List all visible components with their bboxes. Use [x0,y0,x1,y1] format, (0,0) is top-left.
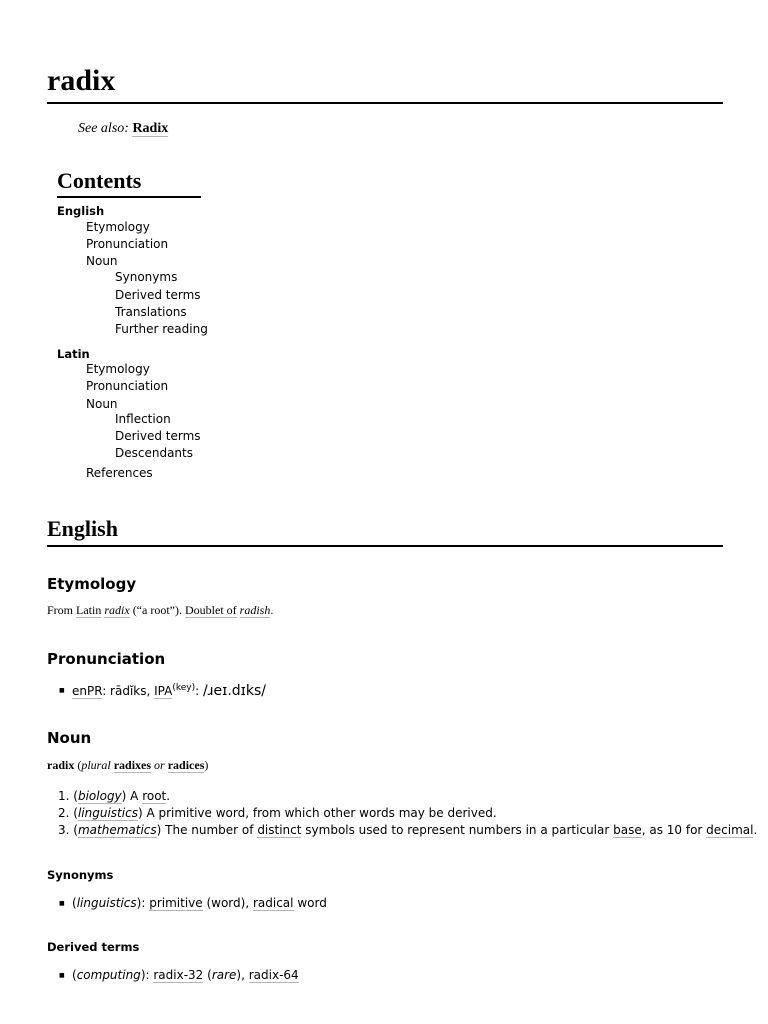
biology-label-link[interactable]: biology [77,789,122,803]
toc-item-latin-etymology[interactable]: Etymology [86,362,150,376]
see-also-link[interactable]: Radix [132,121,169,136]
linguistics-label-link[interactable]: linguistics [77,806,138,820]
sense-1: 1. (biology) A root. [58,789,171,803]
root-link[interactable]: root [142,789,167,803]
toc-item-latin-noun[interactable]: Noun [86,397,118,411]
see-also-label: See also: [78,121,129,136]
page-title: radix [47,62,723,104]
primitive-link[interactable]: primitive [149,896,203,910]
synonyms-item: ■ (linguistics): primitive (word), radical word [59,896,327,910]
plural-radices-link[interactable]: radices [167,758,205,772]
pronunciation-heading: Pronunciation [47,650,166,668]
toc-title: Contents [57,167,201,198]
toc-item-latin[interactable]: Latin [57,347,90,361]
sense-2: 2. (linguistics) A primitive word, from which other words may be derived. [58,806,497,820]
decimal-link[interactable]: decimal [706,823,754,837]
ipa-key-link[interactable]: (key) [172,683,196,693]
noun-headword-line: radix (plural radixes or radices) [47,758,209,772]
radix-32-link[interactable]: radix-32 [153,968,204,982]
doublet-link[interactable]: Doublet of [185,603,237,617]
noun-heading: Noun [47,729,92,747]
toc-item-english[interactable]: English [57,204,105,218]
toc-item-inflection[interactable]: Inflection [115,412,171,426]
toc-item-latin-pronunciation[interactable]: Pronunciation [86,379,169,393]
mathematics-label-link[interactable]: mathematics [77,823,157,837]
enpr-link[interactable]: enPR [72,684,103,698]
toc-item-pronunciation[interactable]: Pronunciation [86,237,169,251]
radical-link[interactable]: radical [252,896,294,910]
derived-terms-heading: Derived terms [47,940,140,954]
distinct-link[interactable]: distinct [257,823,302,837]
plural-radixes-link[interactable]: radixes [113,758,152,772]
ipa-link[interactable]: IPA [154,684,173,698]
headword: radix [47,758,75,772]
ipa-transcription: /ɹeɪ.dɪks/ [203,683,266,699]
etymology-heading: Etymology [47,575,137,593]
radish-link[interactable]: radish [239,603,271,617]
derived-terms-item: ■ (computing): radix-32 (rare), radix-64 [59,968,299,982]
toc-item-translations[interactable]: Translations [115,305,187,319]
synonyms-heading: Synonyms [47,868,114,882]
base-link[interactable]: base [613,823,642,837]
toc-item-references[interactable]: References [86,466,153,480]
see-also-note [78,121,168,137]
toc-item-noun[interactable]: Noun [86,254,118,268]
toc-item-derived-terms[interactable]: Derived terms [115,288,201,302]
etymology-text: From Latin radix (“a root”). Doublet of radish. [47,603,274,617]
toc-item-latin-derived-terms[interactable]: Derived terms [115,429,201,443]
toc-item-further-reading[interactable]: Further reading [115,322,208,336]
toc-item-etymology[interactable]: Etymology [86,220,150,234]
radix-64-link[interactable]: radix-64 [248,968,299,982]
section-heading-english: English [47,515,723,547]
latin-link[interactable]: Latin [76,603,102,617]
radix-latin-link[interactable]: radix [104,603,130,617]
sense-3: 3. (mathematics) The number of distinct symbols used to represent numbers in a particular base, as 10 for decimal. [58,823,758,837]
pronunciation-item: ■ enPR: rādĭks, $IPA^{(key)}$: /ɹeɪ.dɪks/ [59,683,266,699]
toc-item-synonyms[interactable]: Synonyms [115,270,178,284]
toc-item-descendants[interactable]: Descendants [115,446,193,460]
